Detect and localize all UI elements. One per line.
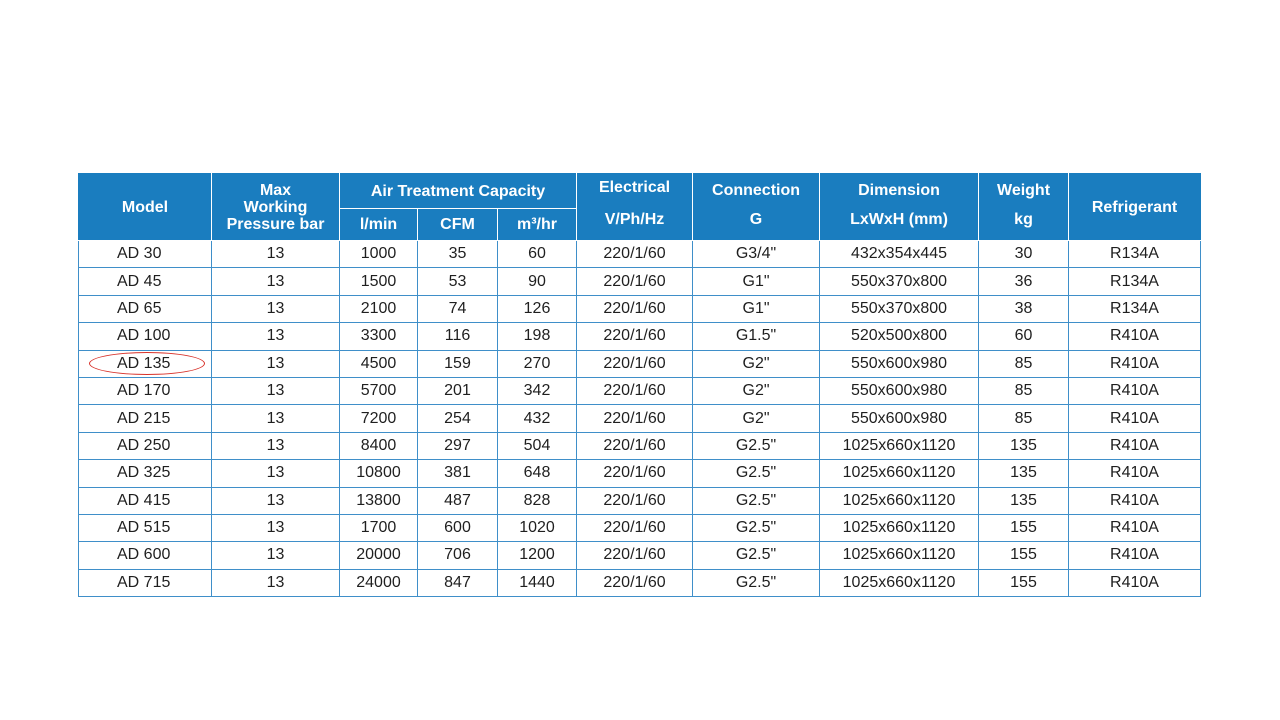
cell-lmin: 20000 bbox=[340, 542, 418, 569]
cell-connection: G2" bbox=[693, 350, 820, 377]
cell-weight: 60 bbox=[979, 323, 1069, 350]
cell-m3hr: 828 bbox=[498, 487, 577, 514]
header-pressure bbox=[212, 174, 340, 241]
cell-pressure: 13 bbox=[212, 569, 340, 596]
cell-lmin: 3300 bbox=[340, 323, 418, 350]
cell-model bbox=[79, 487, 212, 514]
cell-electrical: 220/1/60 bbox=[577, 569, 693, 596]
cell-refrigerant: R410A bbox=[1069, 405, 1201, 432]
cell-cfm: 600 bbox=[418, 514, 498, 541]
table-row bbox=[79, 350, 1201, 377]
model-name: AD 45 bbox=[117, 272, 162, 290]
cell-model bbox=[79, 295, 212, 322]
cell-lmin: 1500 bbox=[340, 268, 418, 295]
header-capacity: Air Treatment Capacity bbox=[340, 174, 577, 209]
cell-connection: G2" bbox=[693, 405, 820, 432]
cell-pressure: 13 bbox=[212, 405, 340, 432]
cell-dimension: 1025x660x1120 bbox=[820, 487, 979, 514]
header-weight-unit: kg bbox=[1014, 211, 1033, 228]
header-weight-label: Weight bbox=[997, 182, 1051, 199]
model-name: AD 325 bbox=[117, 464, 171, 482]
model-name: AD 600 bbox=[117, 546, 171, 564]
cell-dimension: 550x600x980 bbox=[820, 350, 979, 377]
cell-weight: 30 bbox=[979, 241, 1069, 268]
cell-dimension: 432x354x445 bbox=[820, 241, 979, 268]
cell-electrical: 220/1/60 bbox=[577, 542, 693, 569]
cell-m3hr: 648 bbox=[498, 460, 577, 487]
table-row bbox=[79, 514, 1201, 541]
cell-electrical: 220/1/60 bbox=[577, 405, 693, 432]
header-connection-label: Connection bbox=[712, 182, 801, 199]
cell-connection: G2.5" bbox=[693, 542, 820, 569]
cell-model bbox=[79, 432, 212, 459]
cell-cfm: 201 bbox=[418, 377, 498, 404]
table-row bbox=[79, 460, 1201, 487]
cell-pressure: 13 bbox=[212, 350, 340, 377]
header-model: Model bbox=[79, 174, 212, 241]
model-name: AD 135 bbox=[117, 354, 171, 372]
cell-weight: 155 bbox=[979, 542, 1069, 569]
cell-dimension: 1025x660x1120 bbox=[820, 460, 979, 487]
cell-model bbox=[79, 460, 212, 487]
spec-table bbox=[78, 173, 1201, 597]
cell-pressure: 13 bbox=[212, 487, 340, 514]
table-body bbox=[79, 241, 1201, 597]
header-electrical-unit: V/Ph/Hz bbox=[604, 211, 665, 228]
model-name: AD 215 bbox=[117, 409, 171, 427]
cell-cfm: 706 bbox=[418, 542, 498, 569]
cell-m3hr: 90 bbox=[498, 268, 577, 295]
cell-lmin: 10800 bbox=[340, 460, 418, 487]
cell-lmin: 2100 bbox=[340, 295, 418, 322]
cell-model bbox=[79, 241, 212, 268]
cell-m3hr: 432 bbox=[498, 405, 577, 432]
header-electrical-label: Electrical bbox=[598, 179, 671, 196]
cell-cfm: 35 bbox=[418, 241, 498, 268]
table-row bbox=[79, 569, 1201, 596]
cell-lmin: 7200 bbox=[340, 405, 418, 432]
cell-connection: G2.5" bbox=[693, 514, 820, 541]
header-capacity-m3hr: m³/hr bbox=[498, 209, 577, 241]
model-name: AD 250 bbox=[117, 436, 171, 454]
cell-m3hr: 270 bbox=[498, 350, 577, 377]
cell-connection: G2" bbox=[693, 377, 820, 404]
cell-electrical: 220/1/60 bbox=[577, 323, 693, 350]
cell-pressure: 13 bbox=[212, 377, 340, 404]
cell-model bbox=[79, 514, 212, 541]
header-weight bbox=[979, 174, 1069, 241]
cell-model bbox=[79, 268, 212, 295]
cell-connection: G2.5" bbox=[693, 460, 820, 487]
cell-weight: 155 bbox=[979, 514, 1069, 541]
header-dimension-label: Dimension bbox=[858, 182, 940, 199]
cell-model bbox=[79, 323, 212, 350]
cell-weight: 155 bbox=[979, 569, 1069, 596]
table-row bbox=[79, 432, 1201, 459]
cell-refrigerant: R410A bbox=[1069, 514, 1201, 541]
cell-m3hr: 198 bbox=[498, 323, 577, 350]
cell-dimension: 550x370x800 bbox=[820, 295, 979, 322]
cell-weight: 135 bbox=[979, 460, 1069, 487]
cell-lmin: 24000 bbox=[340, 569, 418, 596]
cell-electrical: 220/1/60 bbox=[577, 487, 693, 514]
cell-electrical: 220/1/60 bbox=[577, 377, 693, 404]
table-row bbox=[79, 405, 1201, 432]
table-row bbox=[79, 487, 1201, 514]
cell-m3hr: 60 bbox=[498, 241, 577, 268]
cell-cfm: 159 bbox=[418, 350, 498, 377]
header-refrigerant: Refrigerant bbox=[1069, 174, 1201, 241]
cell-refrigerant: R410A bbox=[1069, 487, 1201, 514]
cell-pressure: 13 bbox=[212, 241, 340, 268]
table-row bbox=[79, 542, 1201, 569]
header-connection-unit: G bbox=[749, 211, 763, 228]
cell-lmin: 5700 bbox=[340, 377, 418, 404]
cell-connection: G1.5" bbox=[693, 323, 820, 350]
cell-weight: 85 bbox=[979, 377, 1069, 404]
cell-electrical: 220/1/60 bbox=[577, 295, 693, 322]
cell-refrigerant: R410A bbox=[1069, 542, 1201, 569]
cell-refrigerant: R410A bbox=[1069, 323, 1201, 350]
cell-m3hr: 1440 bbox=[498, 569, 577, 596]
cell-connection: G1" bbox=[693, 295, 820, 322]
cell-connection: G2.5" bbox=[693, 487, 820, 514]
cell-pressure: 13 bbox=[212, 432, 340, 459]
cell-lmin: 1000 bbox=[340, 241, 418, 268]
cell-model bbox=[79, 350, 212, 377]
table-row bbox=[79, 323, 1201, 350]
cell-refrigerant: R410A bbox=[1069, 460, 1201, 487]
model-name: AD 515 bbox=[117, 519, 171, 537]
cell-model bbox=[79, 405, 212, 432]
cell-m3hr: 1200 bbox=[498, 542, 577, 569]
cell-refrigerant: R134A bbox=[1069, 241, 1201, 268]
model-name: AD 65 bbox=[117, 299, 162, 317]
cell-cfm: 381 bbox=[418, 460, 498, 487]
header-capacity-cfm: CFM bbox=[418, 209, 498, 241]
cell-pressure: 13 bbox=[212, 514, 340, 541]
cell-weight: 85 bbox=[979, 405, 1069, 432]
cell-cfm: 116 bbox=[418, 323, 498, 350]
header-pressure-label: Max Working Pressure bar bbox=[226, 181, 325, 233]
cell-cfm: 254 bbox=[418, 405, 498, 432]
cell-electrical: 220/1/60 bbox=[577, 432, 693, 459]
cell-m3hr: 1020 bbox=[498, 514, 577, 541]
cell-refrigerant: R134A bbox=[1069, 295, 1201, 322]
cell-lmin: 8400 bbox=[340, 432, 418, 459]
cell-electrical: 220/1/60 bbox=[577, 460, 693, 487]
model-name: AD 100 bbox=[117, 327, 171, 345]
cell-refrigerant: R410A bbox=[1069, 432, 1201, 459]
table-header bbox=[79, 174, 1201, 241]
cell-cfm: 847 bbox=[418, 569, 498, 596]
cell-cfm: 297 bbox=[418, 432, 498, 459]
cell-m3hr: 342 bbox=[498, 377, 577, 404]
cell-model bbox=[79, 569, 212, 596]
cell-m3hr: 504 bbox=[498, 432, 577, 459]
header-dimension-unit: LxWxH (mm) bbox=[850, 211, 948, 228]
cell-lmin: 4500 bbox=[340, 350, 418, 377]
cell-refrigerant: R410A bbox=[1069, 350, 1201, 377]
model-name: AD 415 bbox=[117, 491, 171, 509]
cell-m3hr: 126 bbox=[498, 295, 577, 322]
header-dimension bbox=[820, 174, 979, 241]
cell-dimension: 550x600x980 bbox=[820, 405, 979, 432]
cell-dimension: 1025x660x1120 bbox=[820, 514, 979, 541]
header-connection bbox=[693, 174, 820, 241]
cell-dimension: 1025x660x1120 bbox=[820, 569, 979, 596]
cell-dimension: 550x370x800 bbox=[820, 268, 979, 295]
table-row bbox=[79, 295, 1201, 322]
header-capacity-lmin: l/min bbox=[340, 209, 418, 241]
cell-electrical: 220/1/60 bbox=[577, 514, 693, 541]
cell-pressure: 13 bbox=[212, 268, 340, 295]
cell-model bbox=[79, 377, 212, 404]
model-name: AD 715 bbox=[117, 573, 171, 591]
cell-connection: G2.5" bbox=[693, 569, 820, 596]
cell-connection: G2.5" bbox=[693, 432, 820, 459]
cell-pressure: 13 bbox=[212, 542, 340, 569]
cell-weight: 135 bbox=[979, 487, 1069, 514]
cell-dimension: 1025x660x1120 bbox=[820, 542, 979, 569]
cell-refrigerant: R410A bbox=[1069, 377, 1201, 404]
cell-model bbox=[79, 542, 212, 569]
cell-weight: 135 bbox=[979, 432, 1069, 459]
cell-dimension: 520x500x800 bbox=[820, 323, 979, 350]
cell-weight: 38 bbox=[979, 295, 1069, 322]
table-row bbox=[79, 268, 1201, 295]
cell-weight: 36 bbox=[979, 268, 1069, 295]
cell-cfm: 53 bbox=[418, 268, 498, 295]
cell-dimension: 550x600x980 bbox=[820, 377, 979, 404]
table-row bbox=[79, 377, 1201, 404]
cell-weight: 85 bbox=[979, 350, 1069, 377]
cell-refrigerant: R410A bbox=[1069, 569, 1201, 596]
cell-refrigerant: R134A bbox=[1069, 268, 1201, 295]
model-name: AD 170 bbox=[117, 382, 171, 400]
cell-connection: G3/4" bbox=[693, 241, 820, 268]
cell-electrical: 220/1/60 bbox=[577, 268, 693, 295]
cell-cfm: 74 bbox=[418, 295, 498, 322]
cell-electrical: 220/1/60 bbox=[577, 350, 693, 377]
cell-lmin: 1700 bbox=[340, 514, 418, 541]
cell-pressure: 13 bbox=[212, 295, 340, 322]
table-row bbox=[79, 241, 1201, 268]
cell-electrical: 220/1/60 bbox=[577, 241, 693, 268]
header-electrical bbox=[577, 174, 693, 241]
cell-dimension: 1025x660x1120 bbox=[820, 432, 979, 459]
model-name: AD 30 bbox=[117, 245, 162, 263]
cell-connection: G1" bbox=[693, 268, 820, 295]
cell-pressure: 13 bbox=[212, 323, 340, 350]
cell-lmin: 13800 bbox=[340, 487, 418, 514]
cell-pressure: 13 bbox=[212, 460, 340, 487]
cell-cfm: 487 bbox=[418, 487, 498, 514]
